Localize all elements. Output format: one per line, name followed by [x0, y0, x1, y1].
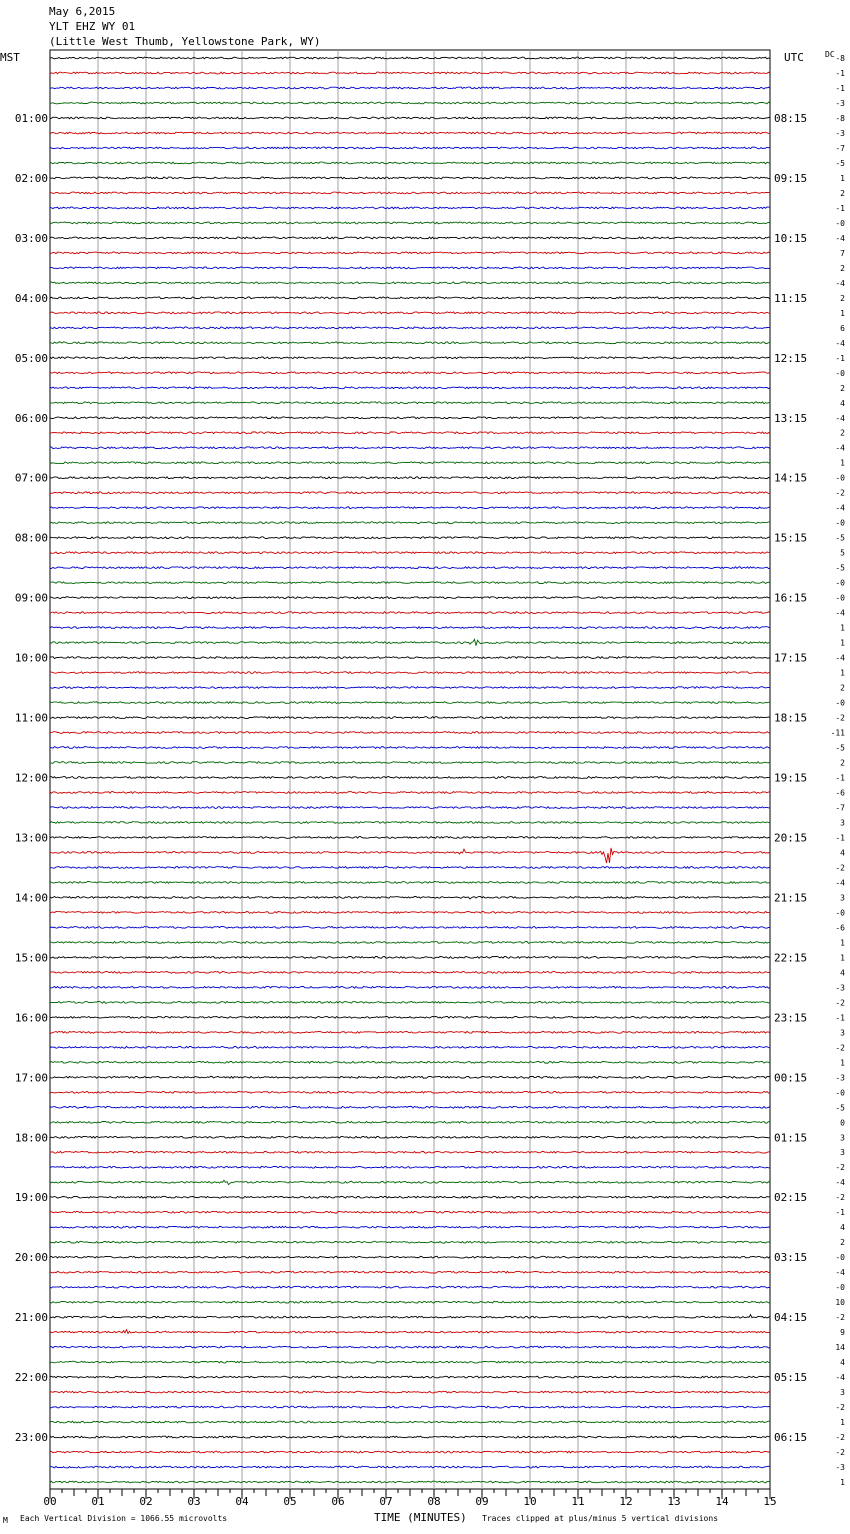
seismic-trace: [50, 612, 770, 614]
seismic-trace: [50, 402, 770, 404]
x-tick-label: 15: [763, 1495, 777, 1508]
seismic-trace: [50, 1330, 770, 1334]
right-hour-label: 19:15: [774, 771, 808, 785]
seismic-trace: [50, 1076, 770, 1078]
x-tick-label: 04: [235, 1495, 249, 1508]
seismic-trace: [50, 747, 770, 749]
seismic-trace: [50, 417, 770, 419]
seismic-trace: [50, 282, 770, 284]
dc-offset-label: 4: [840, 398, 845, 408]
dc-offset-label: 4: [840, 968, 845, 978]
dc-offset-label: 1: [840, 953, 845, 963]
seismic-trace: [50, 582, 770, 584]
left-hour-label: 14:00: [14, 891, 48, 905]
right-hour-label: 11:15: [774, 291, 808, 305]
seismic-trace: [50, 1421, 770, 1423]
seismic-trace: [50, 1391, 770, 1393]
dc-offset-label: -2: [835, 1163, 845, 1173]
seismic-trace: [50, 1406, 770, 1408]
seismic-trace: [50, 762, 770, 764]
dc-offset-label: 1: [840, 1058, 845, 1068]
dc-offset-label: -4: [835, 1178, 845, 1188]
seismic-trace: [50, 102, 770, 104]
dc-offset-label: -0: [835, 518, 845, 528]
seismic-trace: [50, 1376, 770, 1378]
dc-offset-label: -8: [835, 113, 845, 123]
seismic-trace: [50, 1180, 770, 1184]
dc-offset-label: 1: [840, 308, 845, 318]
dc-offset-label: -4: [835, 278, 845, 288]
seismic-trace: [50, 867, 770, 869]
dc-offset-label: -7: [835, 803, 845, 813]
dc-offset-label: 4: [840, 848, 845, 858]
seismic-trace: [50, 837, 770, 839]
right-hour-label: 23:15: [774, 1011, 808, 1025]
dc-offset-label: 3: [840, 893, 845, 903]
seismic-trace: [50, 1166, 770, 1168]
x-tick-label: 05: [283, 1495, 297, 1508]
seismic-trace: [50, 1271, 770, 1273]
dc-offset-label: -0: [835, 218, 845, 228]
dc-offset-label: -2: [835, 1193, 845, 1203]
right-hour-label: 04:15: [774, 1311, 808, 1325]
seismic-trace: [50, 987, 770, 989]
dc-offset-label: 2: [840, 758, 845, 768]
dc-offset-label: 2: [840, 683, 845, 693]
footer-corner-mark: M: [3, 1516, 8, 1525]
seismic-trace: [50, 147, 770, 149]
seismic-trace: [50, 357, 770, 359]
dc-offset-label: -6: [835, 923, 845, 933]
seismic-trace: [50, 177, 770, 179]
dc-offset-label: -3: [835, 983, 845, 993]
seismic-trace: [50, 1061, 770, 1063]
right-hour-label: 21:15: [774, 891, 808, 905]
seismic-trace: [50, 777, 770, 779]
x-axis-title: TIME (MINUTES): [374, 1511, 467, 1524]
dc-offset-label: 2: [840, 428, 845, 438]
right-hour-label: 17:15: [774, 651, 808, 665]
seismic-trace: [50, 957, 770, 959]
seismic-trace: [50, 387, 770, 389]
seismic-trace: [50, 1466, 770, 1468]
seismic-trace: [50, 1361, 770, 1363]
dc-offset-label: 1: [840, 173, 845, 183]
left-hour-label: 05:00: [14, 351, 48, 365]
dc-offset-label: -7: [835, 143, 845, 153]
left-hour-label: 01:00: [14, 111, 48, 125]
dc-offset-label: -4: [835, 503, 845, 513]
dc-offset-label: 5: [840, 548, 845, 558]
dc-offset-label: 0: [840, 1118, 845, 1128]
dc-offset-label: 6: [840, 323, 845, 333]
dc-offset-label: 1: [840, 938, 845, 948]
left-hour-label: 22:00: [14, 1371, 48, 1385]
seismic-trace: [50, 972, 770, 974]
dc-offset-label: -4: [835, 413, 845, 423]
seismic-trace: [50, 57, 770, 59]
right-hour-label: 14:15: [774, 471, 808, 485]
x-tick-label: 07: [379, 1495, 393, 1508]
dc-offset-label: -0: [835, 368, 845, 378]
dc-offset-label: 4: [840, 1223, 845, 1233]
right-hour-label: 12:15: [774, 351, 808, 365]
seismic-trace: [50, 207, 770, 209]
left-hour-label: 13:00: [14, 831, 48, 845]
x-tick-label: 13: [667, 1495, 681, 1508]
dc-offset-label: -0: [835, 593, 845, 603]
seismic-trace: [50, 1226, 770, 1228]
header-date: May 6,2015: [49, 5, 116, 18]
dc-offset-label: -2: [835, 1403, 845, 1413]
left-hour-label: 11:00: [14, 711, 48, 725]
right-hour-label: 08:15: [774, 111, 808, 125]
seismic-trace: [50, 702, 770, 704]
dc-offset-label: 1: [840, 668, 845, 678]
seismic-trace: [50, 942, 770, 944]
left-hour-label: 23:00: [14, 1431, 48, 1445]
dc-offset-label: -6: [835, 788, 845, 798]
dc-offset-label: -4: [835, 878, 845, 888]
dc-offset-label: -4: [835, 1268, 845, 1278]
x-tick-label: 09: [475, 1495, 489, 1508]
right-hour-label: 22:15: [774, 951, 808, 965]
seismic-trace: [50, 1346, 770, 1348]
dc-label: DC: [825, 50, 835, 59]
dc-offset-label: 2: [840, 188, 845, 198]
seismic-trace: [50, 1106, 770, 1108]
dc-offset-label: -0: [835, 578, 845, 588]
seismic-trace: [50, 597, 770, 599]
dc-offset-label: -5: [835, 533, 845, 543]
seismic-trace: [50, 1481, 770, 1483]
dc-offset-label: -5: [835, 563, 845, 573]
x-tick-label: 01: [91, 1495, 105, 1508]
left-hour-label: 03:00: [14, 231, 48, 245]
dc-offset-label: -0: [835, 1283, 845, 1293]
dc-offset-label: -4: [835, 443, 845, 453]
x-tick-label: 02: [139, 1495, 153, 1508]
seismic-trace: [50, 447, 770, 449]
dc-offset-label: 4: [840, 1358, 845, 1368]
seismic-trace: [50, 639, 770, 645]
seismic-trace: [50, 162, 770, 164]
dc-offset-label: -2: [835, 1448, 845, 1458]
dc-offset-label: 3: [840, 1388, 845, 1398]
dc-offset-label: 3: [840, 1148, 845, 1158]
left-hour-label: 07:00: [14, 471, 48, 485]
right-hour-label: 01:15: [774, 1131, 808, 1145]
seismic-trace: [50, 1151, 770, 1153]
seismic-trace: [50, 1121, 770, 1123]
seismic-trace: [50, 252, 770, 254]
right-hour-label: 03:15: [774, 1251, 808, 1265]
dc-offset-label: -4: [835, 1373, 845, 1383]
dc-offset-label: -8: [835, 54, 845, 63]
dc-offset-label: 9: [840, 1328, 845, 1338]
left-hour-label: 08:00: [14, 531, 48, 545]
seismic-trace: [50, 1436, 770, 1438]
seismic-trace: [50, 87, 770, 89]
dc-offset-label: -3: [835, 1463, 845, 1473]
dc-offset-label: -4: [835, 233, 845, 243]
right-hour-label: 18:15: [774, 711, 808, 725]
dc-offset-label: -0: [835, 698, 845, 708]
dc-offset-label: 3: [840, 818, 845, 828]
seismic-trace: [50, 372, 770, 374]
seismic-trace: [50, 1241, 770, 1243]
dc-offset-label: 1: [840, 458, 845, 468]
seismic-trace: [50, 1286, 770, 1288]
dc-offset-label: -0: [835, 1088, 845, 1098]
seismic-trace: [50, 477, 770, 479]
seismic-trace: [50, 1031, 770, 1033]
seismic-trace: [50, 297, 770, 299]
dc-offset-label: 1: [840, 1418, 845, 1428]
dc-offset-label: -1: [835, 83, 845, 93]
right-hour-label: 06:15: [774, 1431, 808, 1445]
dc-offset-label: -2: [835, 998, 845, 1008]
dc-offset-label: -3: [835, 128, 845, 138]
left-hour-label: 21:00: [14, 1311, 48, 1325]
left-hour-label: 06:00: [14, 411, 48, 425]
dc-offset-label: 14: [835, 1343, 845, 1353]
dc-offset-label: 10: [835, 1298, 845, 1308]
seismic-trace: [50, 1211, 770, 1213]
dc-offset-label: 3: [840, 1133, 845, 1143]
seismic-trace: [50, 522, 770, 524]
left-hour-label: 17:00: [14, 1071, 48, 1085]
left-hour-label: 16:00: [14, 1011, 48, 1025]
seismic-trace: [50, 507, 770, 509]
seismic-trace: [50, 792, 770, 794]
left-hour-label: 02:00: [14, 171, 48, 185]
seismic-trace: [50, 807, 770, 809]
right-hour-label: 13:15: [774, 411, 808, 425]
seismic-trace: [50, 267, 770, 269]
seismic-trace: [50, 567, 770, 569]
left-hour-label: 10:00: [14, 651, 48, 665]
right-hour-label: 20:15: [774, 831, 808, 845]
left-hour-label: 18:00: [14, 1131, 48, 1145]
dc-offset-label: -2: [835, 488, 845, 498]
seismic-trace: [50, 1046, 770, 1048]
x-tick-label: 10: [523, 1495, 537, 1508]
seismic-trace: [50, 627, 770, 629]
seismic-trace: [50, 462, 770, 464]
dc-offset-label: 7: [840, 248, 845, 258]
dc-offset-label: -4: [835, 338, 845, 348]
seismic-trace: [50, 848, 770, 863]
left-hour-label: 20:00: [14, 1251, 48, 1265]
footer-scale-note: Each Vertical Division = 1066.55 microvolts: [20, 1514, 228, 1523]
seismic-trace: [50, 492, 770, 494]
dc-offset-label: 1: [840, 1478, 845, 1488]
dc-offset-label: -0: [835, 1253, 845, 1263]
footer-clip-note: Traces clipped at plus/minus 5 vertical divisions: [482, 1514, 719, 1523]
dc-offset-label: -3: [835, 1073, 845, 1083]
seismic-trace: [50, 537, 770, 539]
header-location: (Little West Thumb, Yellowstone Park, WY): [49, 35, 321, 48]
dc-offset-label: 1: [840, 623, 845, 633]
seismic-trace: [50, 312, 770, 314]
dc-offset-label: -2: [835, 1313, 845, 1323]
seismic-trace: [50, 687, 770, 689]
seismic-trace: [50, 1136, 770, 1138]
seismic-trace: [50, 432, 770, 434]
seismic-trace: [50, 327, 770, 329]
seismic-trace: [50, 657, 770, 659]
dc-offset-label: -0: [835, 473, 845, 483]
dc-offset-label: 1: [840, 638, 845, 648]
seismic-trace: [50, 237, 770, 239]
dc-offset-label: -3: [835, 98, 845, 108]
dc-offset-label: -1: [835, 833, 845, 843]
seismic-trace: [50, 192, 770, 194]
left-hour-label: 15:00: [14, 951, 48, 965]
seismic-trace: [50, 552, 770, 554]
dc-offset-label: -1: [835, 68, 845, 78]
x-tick-label: 06: [331, 1495, 345, 1508]
right-hour-label: 15:15: [774, 531, 808, 545]
seismic-trace: [50, 672, 770, 674]
dc-offset-label: 2: [840, 383, 845, 393]
seismic-trace: [50, 222, 770, 224]
dc-offset-label: -2: [835, 1433, 845, 1443]
seismic-trace: [50, 897, 770, 900]
seismic-trace: [50, 912, 770, 914]
x-tick-label: 14: [715, 1495, 729, 1508]
x-tick-label: 11: [571, 1495, 585, 1508]
right-hour-label: 10:15: [774, 231, 808, 245]
dc-offset-label: -2: [835, 713, 845, 723]
left-timezone-label: MST: [0, 51, 20, 64]
seismic-trace: [50, 1196, 770, 1198]
left-hour-label: 04:00: [14, 291, 48, 305]
seismic-trace: [50, 117, 770, 119]
seismic-trace: [50, 1091, 770, 1093]
seismic-trace: [50, 1001, 770, 1003]
x-tick-label: 08: [427, 1495, 441, 1508]
x-tick-label: 12: [619, 1495, 633, 1508]
dc-offset-label: -4: [835, 653, 845, 663]
right-timezone-label: UTC: [784, 51, 804, 64]
dc-offset-label: -4: [835, 608, 845, 618]
seismic-trace: [50, 717, 770, 719]
seismic-trace: [50, 72, 770, 74]
x-tick-label: 00: [43, 1495, 57, 1508]
seismic-trace: [50, 882, 770, 884]
seismic-trace: [50, 927, 770, 929]
right-hour-label: 05:15: [774, 1371, 808, 1385]
dc-offset-label: -11: [830, 728, 845, 738]
right-hour-label: 09:15: [774, 171, 808, 185]
dc-offset-label: -1: [835, 353, 845, 363]
dc-offset-label: -1: [835, 203, 845, 213]
x-tick-label: 03: [187, 1495, 201, 1508]
dc-offset-label: -1: [835, 1208, 845, 1218]
right-hour-label: 02:15: [774, 1191, 808, 1205]
dc-offset-label: -1: [835, 1013, 845, 1023]
dc-offset-label: 2: [840, 293, 845, 303]
dc-offset-label: -5: [835, 158, 845, 168]
dc-offset-label: -0: [835, 908, 845, 918]
dc-offset-label: 2: [840, 263, 845, 273]
seismic-trace: [50, 342, 770, 344]
seismic-trace: [50, 1256, 770, 1258]
seismic-trace: [50, 822, 770, 824]
seismic-trace: [50, 1016, 770, 1018]
seismic-trace: [50, 132, 770, 134]
seismic-trace: [50, 1301, 770, 1303]
right-hour-label: 16:15: [774, 591, 808, 605]
dc-offset-label: -1: [835, 773, 845, 783]
seismic-trace: [50, 1451, 770, 1453]
seismic-trace: [50, 732, 770, 734]
dc-offset-label: 3: [840, 1028, 845, 1038]
dc-offset-label: -5: [835, 1103, 845, 1113]
dc-offset-label: -2: [835, 1043, 845, 1053]
seismic-trace: [50, 1315, 770, 1319]
dc-offset-label: 2: [840, 1238, 845, 1248]
left-hour-label: 12:00: [14, 771, 48, 785]
dc-offset-label: -5: [835, 743, 845, 753]
left-hour-label: 19:00: [14, 1191, 48, 1205]
left-hour-label: 09:00: [14, 591, 48, 605]
header-station: YLT EHZ WY 01: [49, 20, 136, 33]
dc-offset-label: -2: [835, 863, 845, 873]
right-hour-label: 00:15: [774, 1071, 808, 1085]
